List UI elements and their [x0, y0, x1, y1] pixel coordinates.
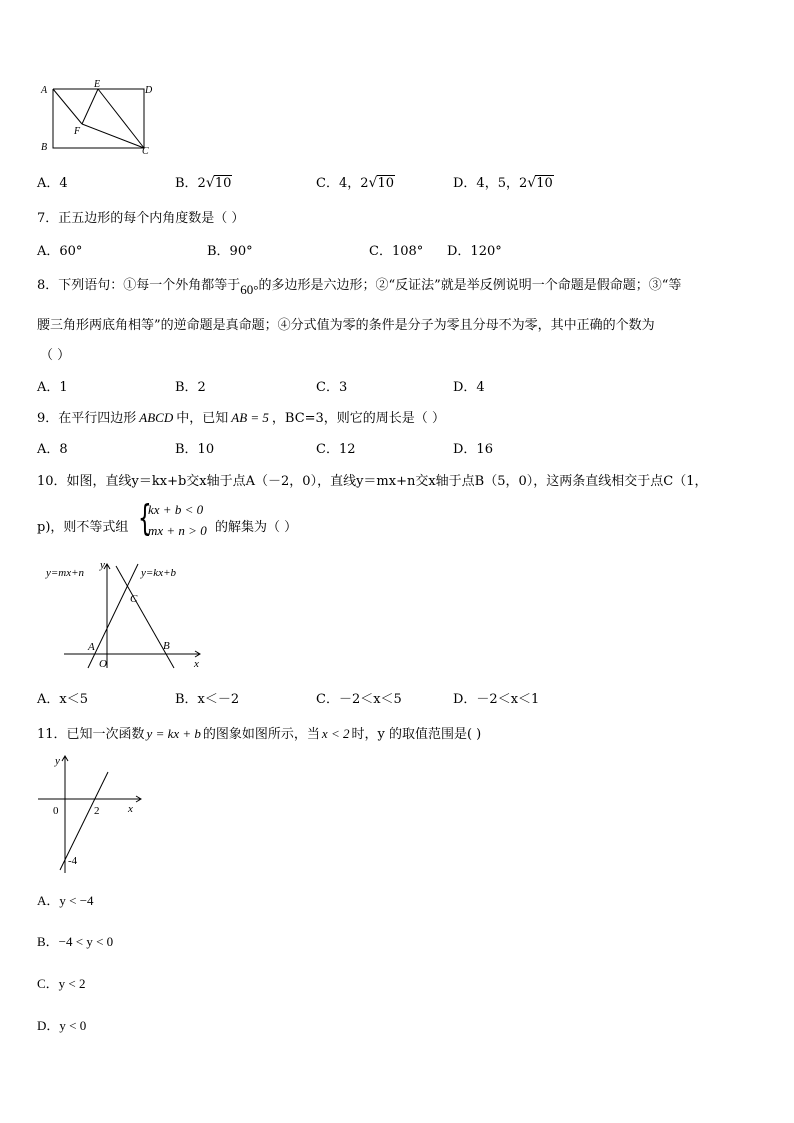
q11-label-neg4: -4	[68, 855, 78, 867]
q8-option-b[interactable]: B．2	[175, 380, 206, 395]
q9-stem: 9．在平行四边形 ABCD 中，已知 AB = 5 ，BC=3，则它的周长是（ ）	[37, 410, 445, 426]
q6-label-c: C	[142, 146, 149, 156]
q11-label-origin: 0	[53, 805, 59, 817]
q10-option-c[interactable]: C．－2＜x＜5	[316, 692, 402, 707]
q6-label-b: B	[41, 142, 48, 153]
q6-option-b[interactable]: B．2√ 10	[175, 172, 232, 191]
q10-line1: 10．如图，直线y＝kx+b交x轴于点A（－2，0），直线y＝mx+n交x轴于点B（5，0），这两条直线相交于点C（1，	[37, 474, 708, 489]
q6-option-d[interactable]: D．4，5，2√ 10	[453, 172, 554, 191]
q9-option-b[interactable]: B．10	[175, 442, 215, 457]
q11-option-c[interactable]: C．y < 2	[37, 976, 86, 991]
q10-option-b[interactable]: B．x＜－2	[175, 692, 240, 707]
q7-option-a[interactable]: A．60°	[37, 244, 83, 259]
q10-label-line1: y=mx+n	[46, 567, 85, 579]
q9-option-a[interactable]: A．8	[37, 442, 68, 457]
q7-option-c[interactable]: C．108°	[369, 244, 424, 259]
q11-label-y: y	[55, 755, 60, 767]
q10-line2-prefix: p)，则不等式组	[37, 520, 129, 535]
q10-option-a[interactable]: A．x＜5	[37, 692, 88, 707]
q10-label-line2: y=kx+b	[141, 567, 176, 579]
q8-line3: （ ）	[40, 348, 71, 363]
q11-option-d[interactable]: D．y < 0	[37, 1018, 87, 1033]
q10-sys-row1: kx + b < 0	[148, 502, 204, 517]
q6-label-a: A	[41, 85, 48, 96]
q6-option-c[interactable]: C．4，2√ 10	[316, 172, 395, 191]
q8-option-d[interactable]: D．4	[453, 380, 485, 395]
q6-option-a[interactable]: A．4	[37, 176, 68, 191]
q10-label-b: B	[163, 640, 170, 652]
q6-figure	[38, 76, 158, 156]
q11-label-two: 2	[94, 805, 100, 817]
q11-option-a[interactable]: A．y < −4	[37, 893, 94, 908]
q10-label-c: C	[130, 593, 138, 605]
q8-option-a[interactable]: A．1	[37, 380, 68, 395]
q11-option-b[interactable]: B．−4 < y < 0	[37, 934, 114, 949]
q6-label-d: D	[145, 85, 153, 96]
q10-label-a: A	[88, 641, 95, 653]
q9-option-c[interactable]: C．12	[316, 442, 356, 457]
q10-option-d[interactable]: D．－2＜x＜1	[453, 692, 540, 707]
q8-line1: 8．下列语句：①每一个外角都等于60°的多边形是六边形；②“反证法”就是举反例说明一个命题是假命题；③“等	[37, 278, 682, 297]
q6-label-f: F	[74, 126, 81, 137]
q11-figure	[36, 752, 151, 876]
q10-label-x: x	[194, 658, 199, 670]
q10-inequality-system: { kx + b < 0 mx + n > 0	[138, 498, 207, 539]
q8-option-c[interactable]: C．3	[316, 380, 348, 395]
q11-stem: 11．已知一次函数 y = kx + b 的图象如图所示，当 x < 2 时，y 的取值范围是( )	[37, 726, 482, 742]
q10-sys-row2: mx + n > 0	[148, 523, 207, 538]
q10-label-o: O	[99, 658, 107, 670]
q8-line2: 腰三角形两底角相等”的逆命题是真命题；④分式值为零的条件是分子为零且分母不为零，其中正确的个数为	[37, 318, 655, 333]
q6-label-e: E	[94, 79, 101, 90]
q10-line2-suffix: 的解集为（ ）	[215, 520, 298, 535]
q10-figure	[38, 556, 218, 674]
q7-option-d[interactable]: D．120°	[447, 244, 502, 259]
q11-label-x: x	[128, 803, 133, 815]
q7-stem: 7．正五边形的每个内角度数是（ ）	[37, 211, 245, 226]
q7-option-b[interactable]: B．90°	[207, 244, 253, 259]
q9-option-d[interactable]: D．16	[453, 442, 493, 457]
q10-label-y: y	[100, 559, 105, 571]
